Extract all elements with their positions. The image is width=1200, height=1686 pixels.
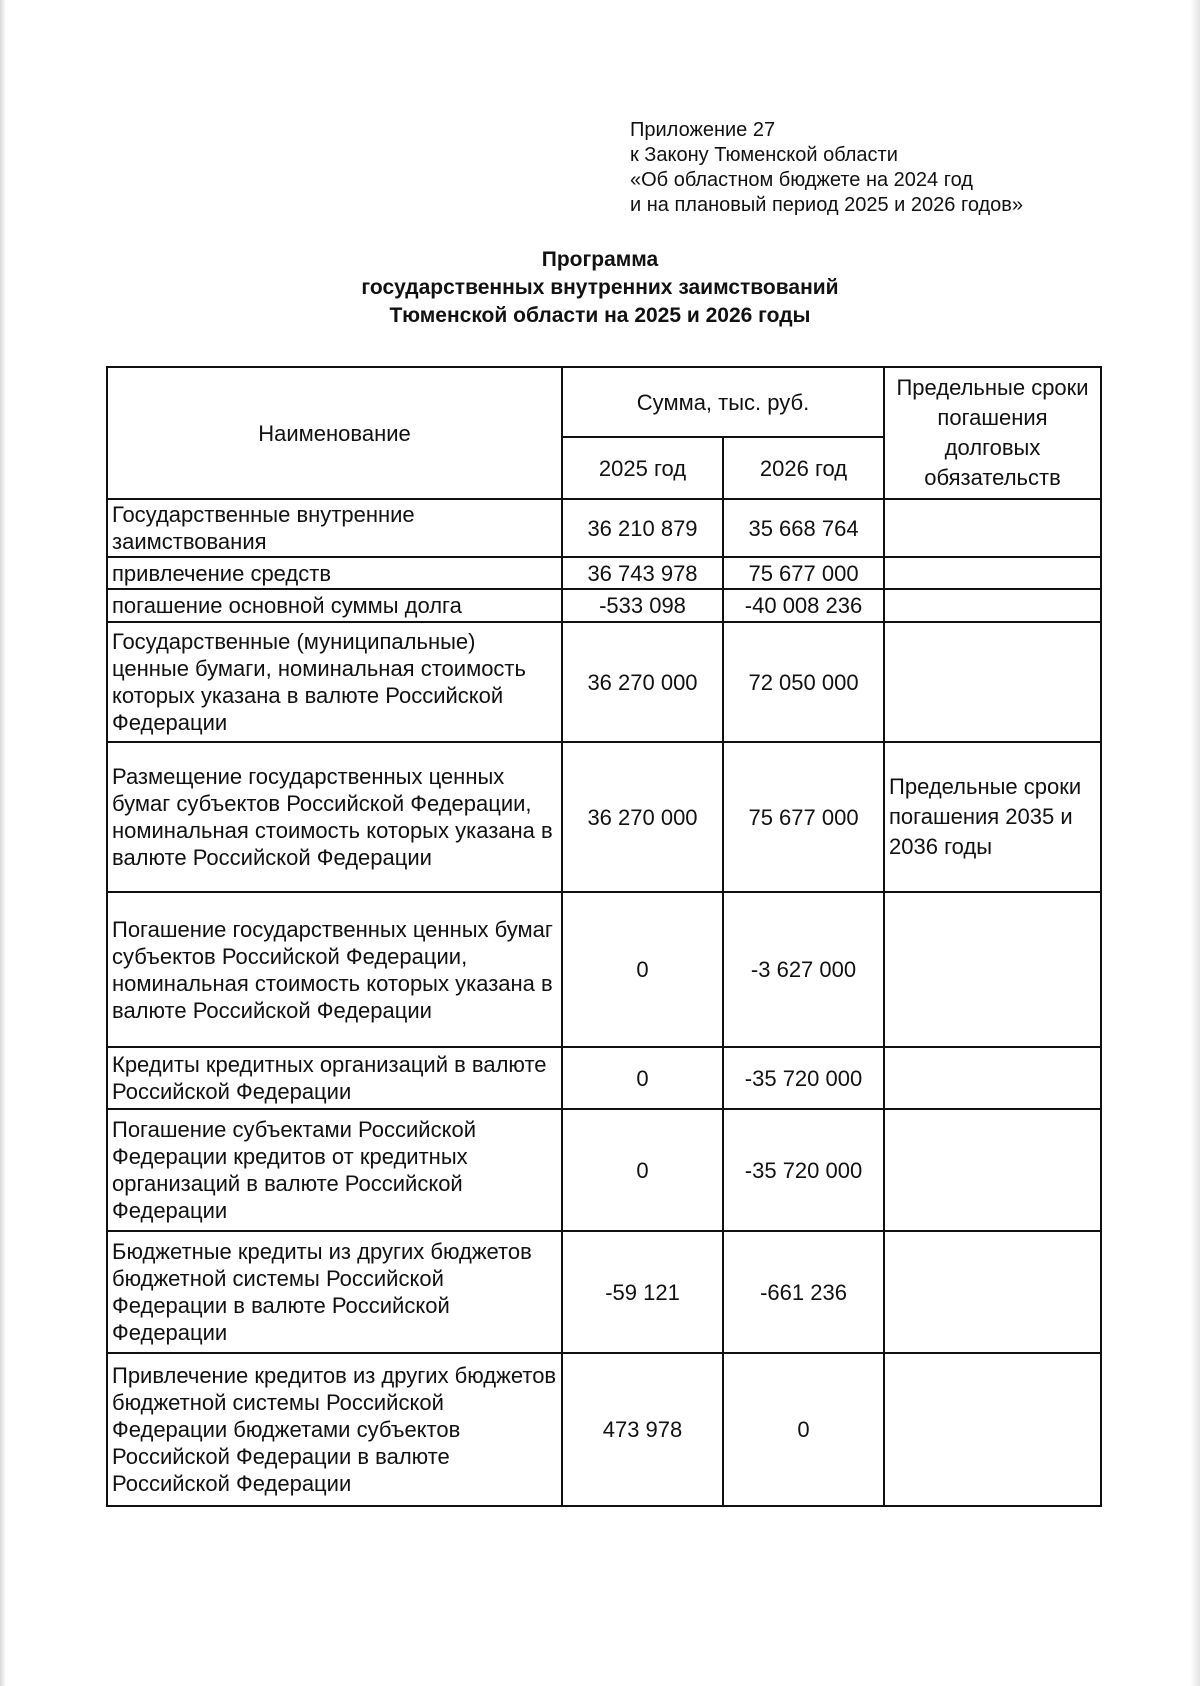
row-value-2026: 0 — [723, 1353, 884, 1506]
table-row — [107, 557, 1101, 589]
table-row — [107, 622, 1101, 742]
row-value-2025: 0 — [562, 892, 723, 1047]
header-name: Наименование — [107, 367, 562, 499]
row-value-2025: 36 743 978 — [562, 557, 723, 589]
row-term — [884, 589, 1101, 622]
row-value-2025: 0 — [562, 1047, 723, 1109]
header-sum: Сумма, тыс. руб. — [562, 367, 884, 437]
header-year-2025: 2025 год — [562, 437, 723, 499]
header-row — [107, 367, 1101, 437]
row-value-2026: -40 008 236 — [723, 589, 884, 622]
row-name: Кредиты кредитных организаций в валюте Российской Федерации — [107, 1047, 562, 1109]
table-row — [107, 499, 1101, 557]
row-value-2026: 72 050 000 — [723, 622, 884, 742]
row-value-2025: 473 978 — [562, 1353, 723, 1506]
row-term — [884, 1047, 1101, 1109]
table-row — [107, 589, 1101, 622]
row-value-2025: 36 270 000 — [562, 622, 723, 742]
row-value-2026: -3 627 000 — [723, 892, 884, 1047]
document-title — [0, 246, 1200, 330]
table-row — [107, 892, 1101, 1047]
row-term — [884, 499, 1101, 557]
row-term — [884, 1353, 1101, 1506]
title-line: государственных внутренних заимствований — [361, 276, 839, 299]
row-value-2026: -35 720 000 — [723, 1047, 884, 1109]
title-line: Тюменской области на 2025 и 2026 годы — [389, 304, 811, 327]
table-row — [107, 742, 1101, 892]
row-name: Погашение субъектами Российской Федерации кредитов от кредитных организаций в валюте Российской Федерации — [107, 1109, 562, 1231]
row-name: Привлечение кредитов из других бюджетов бюджетной системы Российской Федерации бюджетами субъектов Российской Федерации в валюте Российской Федерации — [107, 1353, 562, 1506]
row-value-2025: 0 — [562, 1109, 723, 1231]
appendix-line: «Об областном бюджете на 2024 год — [630, 169, 973, 191]
table-row — [107, 1231, 1101, 1353]
header-year-2026: 2026 год — [723, 437, 884, 499]
row-value-2026: 35 668 764 — [723, 499, 884, 557]
row-name: Государственные (муниципальные) ценные бумаги, номинальная стоимость которых указана в валюте Российской Федерации — [107, 622, 562, 742]
appendix-note — [630, 118, 1023, 218]
row-name: погашение основной суммы долга — [107, 589, 562, 622]
table-row — [107, 1047, 1101, 1109]
row-value-2026: -661 236 — [723, 1231, 884, 1353]
appendix-line: и на плановый период 2025 и 2026 годов» — [630, 194, 1024, 216]
row-value-2025: -59 121 — [562, 1231, 723, 1353]
row-value-2026: 75 677 000 — [723, 742, 884, 892]
appendix-line: к Закону Тюменской области — [630, 144, 898, 166]
title-line: Программа — [541, 248, 659, 271]
row-value-2025: -533 098 — [562, 589, 723, 622]
row-term — [884, 1109, 1101, 1231]
row-term: Предельные сроки погашения 2035 и 2036 годы — [884, 742, 1101, 892]
row-value-2025: 36 270 000 — [562, 742, 723, 892]
row-term — [884, 557, 1101, 589]
row-term — [884, 892, 1101, 1047]
row-value-2025: 36 210 879 — [562, 499, 723, 557]
row-term — [884, 622, 1101, 742]
table-row — [107, 1353, 1101, 1506]
table-row — [107, 1109, 1101, 1231]
appendix-line: Приложение 27 — [630, 119, 776, 141]
row-term — [884, 1231, 1101, 1353]
row-value-2026: 75 677 000 — [723, 557, 884, 589]
row-name: Размещение государственных ценных бумаг субъектов Российской Федерации, номинальная стоимость которых указана в валюте Российской Федерации — [107, 742, 562, 892]
row-name: Государственные внутренние заимствования — [107, 499, 562, 557]
row-name: привлечение средств — [107, 557, 562, 589]
header-term: Предельные сроки погашения долговых обязательств — [884, 367, 1101, 499]
row-value-2026: -35 720 000 — [723, 1109, 884, 1231]
borrowing-table — [106, 366, 1102, 1507]
row-name: Бюджетные кредиты из других бюджетов бюджетной системы Российской Федерации в валюте Российской Федерации — [107, 1231, 562, 1353]
row-name: Погашение государственных ценных бумаг субъектов Российской Федерации, номинальная стоимость которых указана в валюте Российской Федерации — [107, 892, 562, 1047]
